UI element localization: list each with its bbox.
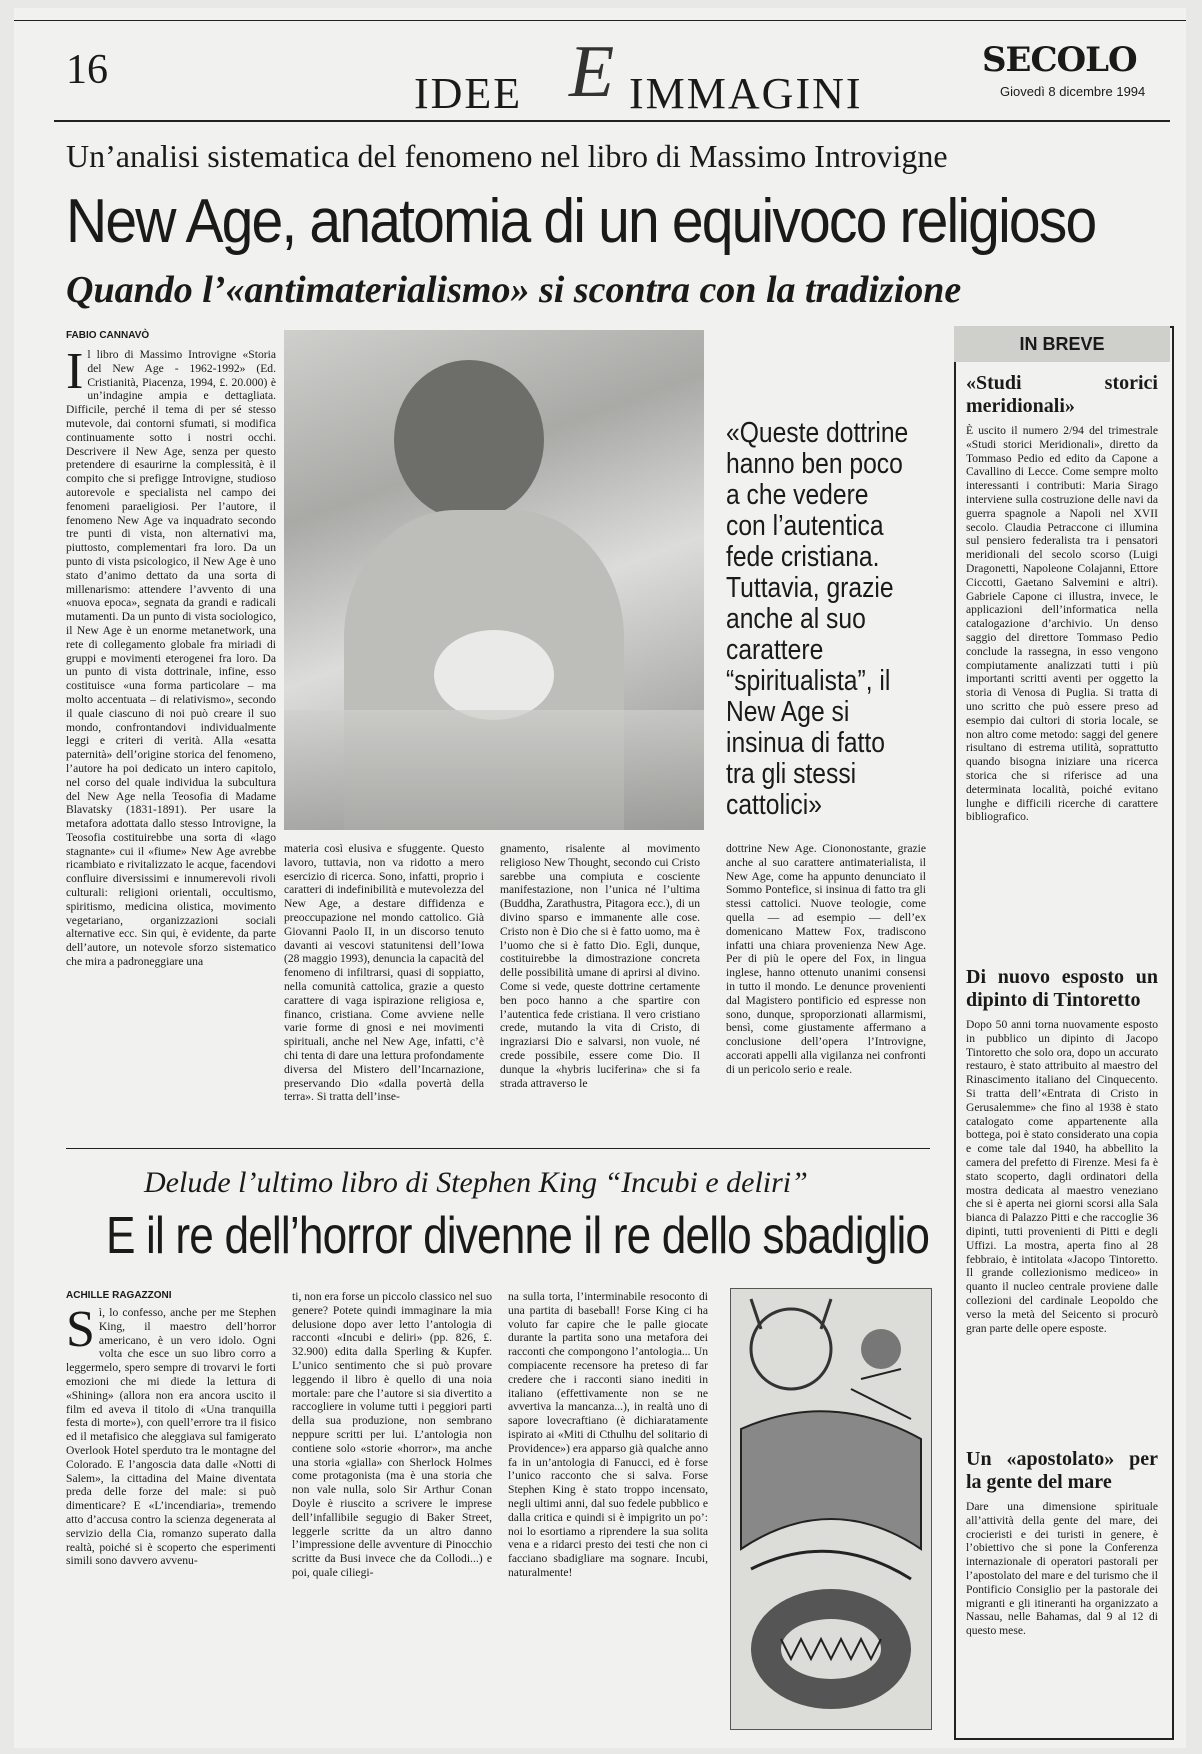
article1-column-2: materia così elusiva e sfuggente. Questo lavoro, tuttavia, non va ridotto a mero esercizio di ricerca. Sono, infatti, proprio i caratteri di indefinibilità e mutevolezza del New Age, a destare diffidenza e preoccupazione nel mondo cattolico. Già Giovanni Paolo II, in un discorso tenuto davanti ai vescovi statunitensi dell’Iowa (28 maggio 1993), denuncia la capacità del fenomeno di infiltrarsi, quasi di soppiatto, nella comunità cattolica, grazie a questo carattere di vaga ispirazione religiosa e, financo, cristiana. Come avviene nelle varie forme di gnosi e nei movimenti spirituali, anche nel New Age, infatti, c’è chi tenta di dare una lettura profondamente diversa del Mistero dell’Incarnazione, preservando Dio «dalla povertà della terra». Si tratta dell’inse- <box>284 842 484 1104</box>
article1-kicker: Un’analisi sistematica del fenomeno nel libro di Massimo Introvigne <box>66 138 948 174</box>
article1-column-1 <box>66 348 276 1148</box>
article1-headline: New Age, anatomia di un equivoco religioso <box>66 187 1096 256</box>
article2-dropcap: S <box>66 1306 95 1358</box>
sidebar-item-2-text: Dopo 50 anni torna nuovamente esposto in pubblico un dipinto di Jacopo Tintoretto che solo ora, dopo un accurato restauro, è stato attribuito al maestro del Rinascimento italiano del Cinquecento. Si tratta dell’«Entrata di Cristo in Gerusalemme» che fino al 1938 è stato catalogato come appartenente alla bottega, poi è stato considerato una copia e come tale dal 1940, ha abbellito la camera del prefetto di Firenze. Mesi fa è stato scoperto, dagli ordinatori della mostra dedicata al maestro veneziano che si è aperta nei giorni scorsi alla Sala bianca di Palazzo Pitti e che raccoglie 36 dipinti, tutti provenienti di Pitti e degli Uffizi. La mostra, aperta fino al 28 febbraio, è intitolata «Jacopo Tintoretto. Il grande collezionismo mediceo» in quanto il nucleo centrale proviene dalle collezioni del cardinale Leopoldo che verso la metà del Seicento si procurò gran parte delle opere esposte. <box>966 1018 1158 1335</box>
newspaper-page <box>14 8 1186 1748</box>
header-rule <box>54 120 1170 122</box>
sidebar-item-2-title: Di nuovo esposto un dipinto di Tintoretto <box>966 966 1158 1011</box>
article1-photo <box>284 330 704 830</box>
sidebar-item-1 <box>966 372 1158 929</box>
sidebar-heading: IN BREVE <box>954 326 1170 362</box>
article-divider <box>66 1148 930 1149</box>
top-rule <box>14 20 1186 21</box>
sidebar-item-2 <box>966 966 1158 1418</box>
article1-dropcap: I <box>66 348 84 400</box>
article2-column-1 <box>66 1306 276 1736</box>
article1-col1-text: l libro di Massimo Introvigne «Storia del New Age - 1962-1992» (Ed. Cristianità, Piacenza, 1994, £. 20.000) è un’indagine ampia e dettagliata. Difficile, perché il tema di per sé stesso mutevole, dai contorni sfumati, si modifica continuamente sotto i nostri occhi. Descrivere il New Age, senza per questo pretendere di esaurirne la complessità, è il compito che si prefigge Introvigne, studioso autorevole e specialista nel campo dei fenomeni paraeligiosi. Per l’autore, il fenomeno New Age va inquadrato secondo tre punti di vista, non alternativi ma, piuttosto, complementari fra loro. Da un punto di vista psicologico, il New Age è uno stato d’animo dettato da una sorta di millenarismo: attendere l’avvento di una «nuova epoca», segnata da grandi e radicali mutamenti. Da un punto di vista sociologico, il New Age è un enorme metanetwork, una rete di collegamento globale fra miriadi di gruppi e movimenti eterogenei fra loro. Da un punto di vista dottrinale, infine, esso costituisce «una forma particolare – ma molto accentuata – di relativismo», secondo il quale ciascuno di noi può creare il suo mondo, confrontandovi individualmente leggi e criteri di verità. Alla «esatta paternità» dell’origine storica del fenomeno, l’autore ha poi dedicato un intero capitolo, nel corso del quale individua la subcultura del New Age nella Teosofia di Madame Blavatsky (1831-1891). Per usare la metafora adottata dallo stesso Introvigne, la Teosofia costituirebbe una sorta di «lago stagnante» cui il «fiume» New Age avrebbe ricambiato e rivitalizzato le acque, facendovi confluire diversissimi e innumerevoli rivoli culturali: religioni orientali, occultismo, spiritismo, medicina olistica, movimento vegetariano, organizzazioni sociali alternative ecc. Sin qui, è evidente, da parte dell’autore, un notevole sforzo sistematico che mira a padroneggiare una <box>66 348 276 969</box>
article2-kicker: Delude l’ultimo libro di Stephen King “Incubi e deliri” <box>144 1166 808 1199</box>
sidebar-item-3-text: Dare una dimensione spirituale all’attività della gente del mare, dei crocieristi e dei turisti in genere, è l’obiettivo che si pone la Conferenza internazionale di operatori pastorali per l’apostolato del mare e del turismo che il Pontificio Consiglio per la pastorale dei migranti e gli itineranti ha organizzato a Nassau, nelle Bahamas, dal 9 al 12 di questo mese. <box>966 1500 1158 1638</box>
page-number: 16 <box>66 47 108 93</box>
sidebar-item-1-text: È uscito il numero 2/94 del trimestrale «Studi storici Meridionali», diretto da Tommaso Pedio ed edito da Capone a Cavallino di Lecce. Come sempre molto interessanti i contributi: Maria Sirago interviene sulla costruzione delle navi da guerra spagnole a Napoli nel XVII secolo. Claudia Petraccone ci illumina sul pensiero federalista tra i pensatori meridionali del secolo scorso (Luigi Dragonetti, Napoleone Colajanni, Ettore Ciccotti, Gaetano Salvemini e altri). Gabriele Capone ci illustra, invece, le applicazioni dell’informatica nella catalogazione d’archivio. Un denso saggio del direttore Tommaso Pedio conclude la rassegna, in esso vengono compiutamente analizzati tutti i più importanti scritti aventi per oggetto la storia di Venosa di Puglia. Si tratta di uno scritto che può essere preso ad esempio dai cultori di storia locale, se non altro come metodo: saggi del genere risultano di estrema utilità, soprattutto quando bisogna iniziare una ricerca storica che si riferisce ad una determinata località, poiché evitano lunghe e difficili ricerche di carattere bibliografico. <box>966 424 1158 824</box>
issue-date: Giovedì 8 dicembre 1994 <box>1000 84 1146 99</box>
article1-column-3: gnamento, risalente al movimento religioso New Thought, secondo cui Cristo sarebbe una compiuta e cosciente manifestazione, non l’unica né l’ultima (Buddha, Zarathustra, Pitagora ecc.), di un divino sparso e immanente alle cose. Cristo non è Dio che si è fatto uomo, ma è l’uomo che si è fatto Dio. Egli, dunque, costituirebbe la dimostrazione concreta delle possibilità umane di aprirsi al divino. Come si vede, queste dottrine certamente ben poco hanno a che spartire con l’autentica fede cristiana. Il vero cristiano crede, mutando la vita di Cristo, di ingraziarsi Dio e salvarsi, non vuole, né crede possibile, essere come Dio. Il dunque la «hybris luciferina» che si fa strada attraverso le <box>500 842 700 1090</box>
article2-byline: ACHILLE RAGAZZONI <box>66 1290 172 1301</box>
article2-column-2: ti, non era forse un piccolo classico nel suo genere? Potete quindi immaginare la mia delusione dopo aver letto l’antologia di racconti «Incubi e deliri» (pp. 826, £. 32.900) edita dalla Sperling & Kupfer. L’unico sentimento che si può provare leggendo il libro è quello di una noia mortale: pare che l’autore si sia divertito a raccogliere in volume tutti i peggiori parti della sua produzione, non sembrano neppure scritti per lui. L’antologia non contiene solo «storie «horror», ma anche una storia «gialla» con Sherlock Holmes come protagonista (ma è una storia che non vale nulla, solo Sir Arthur Conan Doyle è riuscito a scrivere le imprese dell’infallibile segugio di Baker Street, leggerle scritte da un altro danno l’impressione delle avventure di Pinocchio scritte da Busi invece che da Collodi...) e poi, quale ciliegi- <box>292 1290 492 1579</box>
section-title-e: E <box>569 31 615 113</box>
section-title-idee: IDEE <box>414 69 523 118</box>
article2-column-3: na sulla torta, l’interminabile resoconto di una partita di baseball! Forse King ci ha voluto far capire che le palle giocate durante la partita sono una metafora dei racconti che compongono l’antologia... Un compiacente recensore ha preteso di far credere che i racconti siano inediti in italiano (effettivamente non se ne avvertiva la mancanza...), in realtà uno di sapore lovecraftiano (è dichiaratamente ispirato ai «Miti di Cthulhu del solitario di Providence») era apparso già qualche anno fa in un’antologia di Fanucci, ed è forse l’unico racconto che si salva. Forse Stephen King è stato troppo incensato, negli ultimi anni, dal suo fedele pubblico e dalla critica e quindi si è impigrito un po’: noi lo esortiamo a riprendere la sua solita vena e a ridarci presto dei testi che non ci facciano sbadigliare ma sognare. Incubi, naturalmente! <box>508 1290 708 1579</box>
section-title-immagini: IMMAGINI <box>629 69 863 118</box>
article1-subhead: Quando l’«antimaterialismo» si scontra con la tradizione <box>66 269 962 311</box>
article2-col1-text: ì, lo confesso, anche per me Stephen King, il maestro dell’horror americano, è un vero idolo. Ogni volta che esce un suo libro corro a leggermelo, spero sempre di trovarvi le forti emozioni che mi diede la lettura di «Shining» (allora non era ancora uscito il film ed aveva il titolo di «Una tranquilla festa di morte»), con quell’errore tra il fisico ed il metafisico che aleggiava sul famigerato Overlook Hotel sperduto tra le montagne del Colorado. E l’angoscia data dalle «Notti di Salem», la cittadina del Maine diventata preda delle forze del male: si può dimenticare? E «L’incendiaria», tremendo atto d’accusa contro la scienza degenerata al servizio della Cia, romanzo superato dalla realtà, poiché si è scoperto che esperimenti simili sono davvero avvenu- <box>66 1306 276 1568</box>
article2-headline: E il re dell’horror divenne il re dello sbadiglio <box>106 1207 930 1265</box>
article2-illustration <box>730 1288 932 1730</box>
article1-pullquote: «Queste dottrine hanno ben poco a che vedere con l’autentica fede cristiana. Tuttavia, grazie anche al suo carattere “spiritualista”, il New Age si insinua di fatto tra gli stessi cattolici» <box>726 417 909 821</box>
article1-column-4: dottrine New Age. Ciononostante, grazie anche al suo carattere antimaterialista, il New Age, come ha appunto denunciato il Sommo Pontefice, si insinua di fatto tra gli stessi cattolici. Nuove teologie, come quella — ad esempio — dell’ex domenicano Mattew Fox, tradiscono infatti una chiara provenienza New Age. Per di più le opere del Fox, in lingua inglese, hanno ottenuto unanimi consensi in tutto il mondo. Le denunce provenienti dal Magistero pontificio ed espresse non sono, dunque, sproporzionati allarmismi, bensì, come giustamente affermano a conclusione dell’opera l’Introvigne, accorati appelli alla vigilanza nei confronti di un pericolo serio e reale. <box>726 842 926 1076</box>
sidebar-item-3-title: Un «apostolato» per la gente del mare <box>966 1448 1158 1493</box>
sidebar-item-3 <box>966 1448 1158 1700</box>
article1-byline: FABIO CANNAVÒ <box>66 330 150 341</box>
sidebar-item-1-title: «Studi storici meridionali» <box>966 372 1158 417</box>
masthead: SECOLO <box>982 40 1137 80</box>
